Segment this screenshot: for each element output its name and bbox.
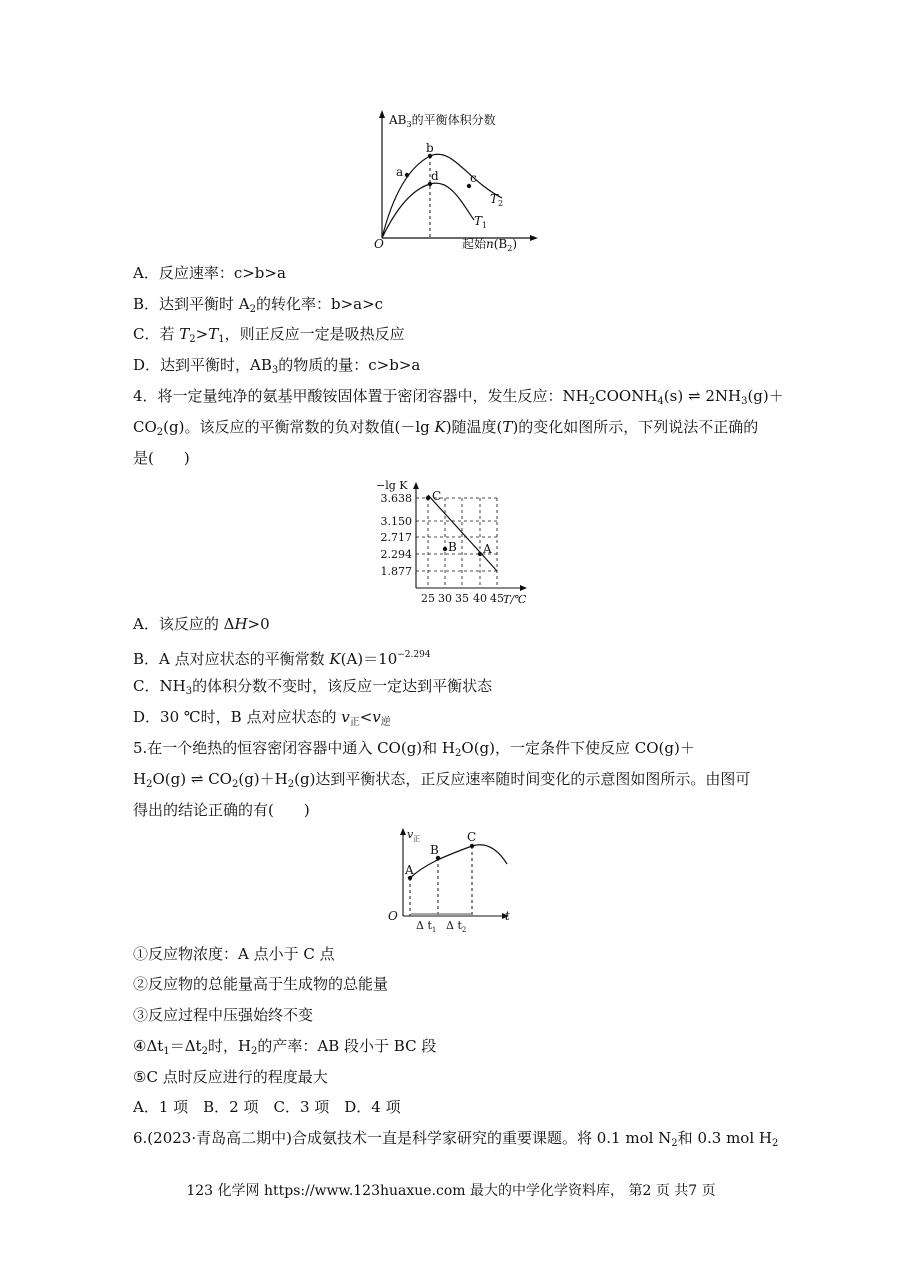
q5-stem-line3: 得出的结论正确的有( ) [133, 801, 310, 819]
fig2-xtick: 25 [421, 592, 435, 605]
label-C: C [467, 830, 477, 844]
fig1-x-arrow [530, 235, 538, 241]
q5-statement-3: ③反应过程中压强始终不变 [133, 1006, 314, 1024]
label-t2: $T_2$ [490, 192, 504, 208]
fig2-xtick: 40 [473, 592, 487, 605]
label-C: C [432, 489, 442, 503]
fig3-ylabel: $v_正$ [407, 828, 421, 843]
q5-statement-1: ①反应物浓度：A 点小于 C 点 [133, 945, 335, 963]
point-C [470, 844, 474, 848]
label-A: A [483, 542, 492, 556]
label-dt2: Δ $t_2$ [446, 919, 467, 934]
fig2-xtick: 35 [455, 592, 469, 605]
label-t1: $T_1$ [474, 214, 488, 230]
fig2-ytick: 3.150 [380, 515, 412, 528]
figure-neglgk-vs-temperature [372, 478, 537, 606]
q5-stem-line2: $H_2O(g)$ ⇌ $CO_2(g)+H_2(g)$达到平衡状态，正反应速率随时间变化的示意图如图所示。由图可 [133, 770, 751, 790]
q4-option-c: C．$NH_3$的体积分数不变时，该反应一定达到平衡状态 [133, 677, 493, 697]
fig2-ylabel: −lg K [376, 479, 408, 492]
fig1-origin: O [374, 237, 384, 251]
q3-option-d: D．达到平衡时，$AB_3$的物质的量：c>b>a [133, 356, 421, 376]
label-b: b [426, 141, 434, 155]
label-A: A [405, 863, 414, 877]
point-a [405, 173, 409, 177]
q4-option-b: B．A 点对应状态的平衡常数 $K(A)=10^{-2.294}$ [133, 650, 431, 668]
fig2-ytick: 1.877 [380, 565, 412, 578]
q4-stem-line2: $CO_2(g)$。该反应的平衡常数的负对数值(－lg K)随温度(T)的变化如图所示，下列说法不正确的 [133, 418, 759, 438]
fig2-xtick: 30 [438, 592, 452, 605]
q6-stem-line1: 6.(2023·青岛高二期中)合成氨技术一直是科学家研究的重要课题。将 0.1 mol $N_2$和 0.3 mol $H_2$ [133, 1129, 779, 1149]
label-d: d [431, 169, 439, 183]
q4-stem-line1: 4．将一定量纯净的氨基甲酸铵固体置于密闭容器中，发生反应：$NH_2COONH_4(s)$ ⇌ $2NH_3(g)+$ [133, 387, 784, 407]
point-C [426, 496, 430, 500]
figure-forward-rate-vs-time [385, 826, 515, 938]
fig2-x-arrow [520, 585, 527, 591]
q5-stem-line1: 5.在一个绝热的恒容密闭容器中通入 CO(g)和 $H_2O(g)$，一定条件下使反应 CO(g)＋ [133, 739, 695, 759]
label-c: c [470, 171, 477, 185]
q5-statement-4: $④\Delta t_1=\Delta t_2$时，$H_2$的产率：AB 段小于 BC 段 [133, 1037, 437, 1057]
fig2-y-arrow [413, 482, 419, 489]
fig2-xtick: 45 [490, 592, 504, 605]
fig2-ytick: 3.638 [380, 492, 412, 505]
label-B: B [430, 843, 439, 857]
label-B: B [448, 540, 457, 554]
label-a: a [396, 165, 404, 179]
q3-option-a: A．反应速率：c>b>a [133, 264, 286, 282]
fig1-y-arrow [379, 110, 385, 118]
point-A [478, 552, 482, 556]
fig3-xlabel: t [505, 909, 510, 923]
q5-options: A．1 项 B．2 项 C．3 项 D．4 项 [133, 1098, 401, 1116]
q4-stem-line3: 是( ) [133, 449, 190, 467]
fig2-xunit: T/℃ [503, 593, 527, 606]
fig2-line [428, 495, 497, 571]
q5-statement-5: ⑤C 点时反应进行的程度最大 [133, 1068, 328, 1086]
label-dt1: Δ $t_1$ [416, 919, 437, 934]
fig3-origin: O [388, 909, 398, 923]
figure-ab3-volume-fraction [372, 108, 542, 253]
fig1-xlabel: 起始$n(B_2)$ [462, 237, 518, 253]
point-B [443, 547, 447, 551]
q4-option-a: A．该反应的 ΔH>0 [133, 615, 270, 633]
q3-option-c: C．若 $T_2>T_1$，则正反应一定是吸热反应 [133, 325, 405, 345]
fig3-y-arrow [400, 828, 406, 835]
q3-option-b: B．达到平衡时 $A_2$的转化率：b>a>c [133, 295, 384, 315]
fig2-ytick: 2.294 [380, 548, 412, 561]
curve-t1 [382, 183, 474, 238]
q4-option-d: D．30 ℃时，B 点对应状态的 $v_正<v_逆$ [133, 708, 391, 728]
q5-statement-2: ②反应物的总能量高于生成物的总能量 [133, 975, 389, 993]
page-footer: 123 化学网 https://www.123huaxue.com 最大的中学化学资料库， 第2 页 共7 页 [186, 1183, 716, 1199]
fig2-ytick: 2.717 [380, 531, 412, 544]
fig3-curve [410, 845, 507, 878]
fig1-ylabel: $AB_3$的平衡体积分数 [389, 113, 496, 129]
